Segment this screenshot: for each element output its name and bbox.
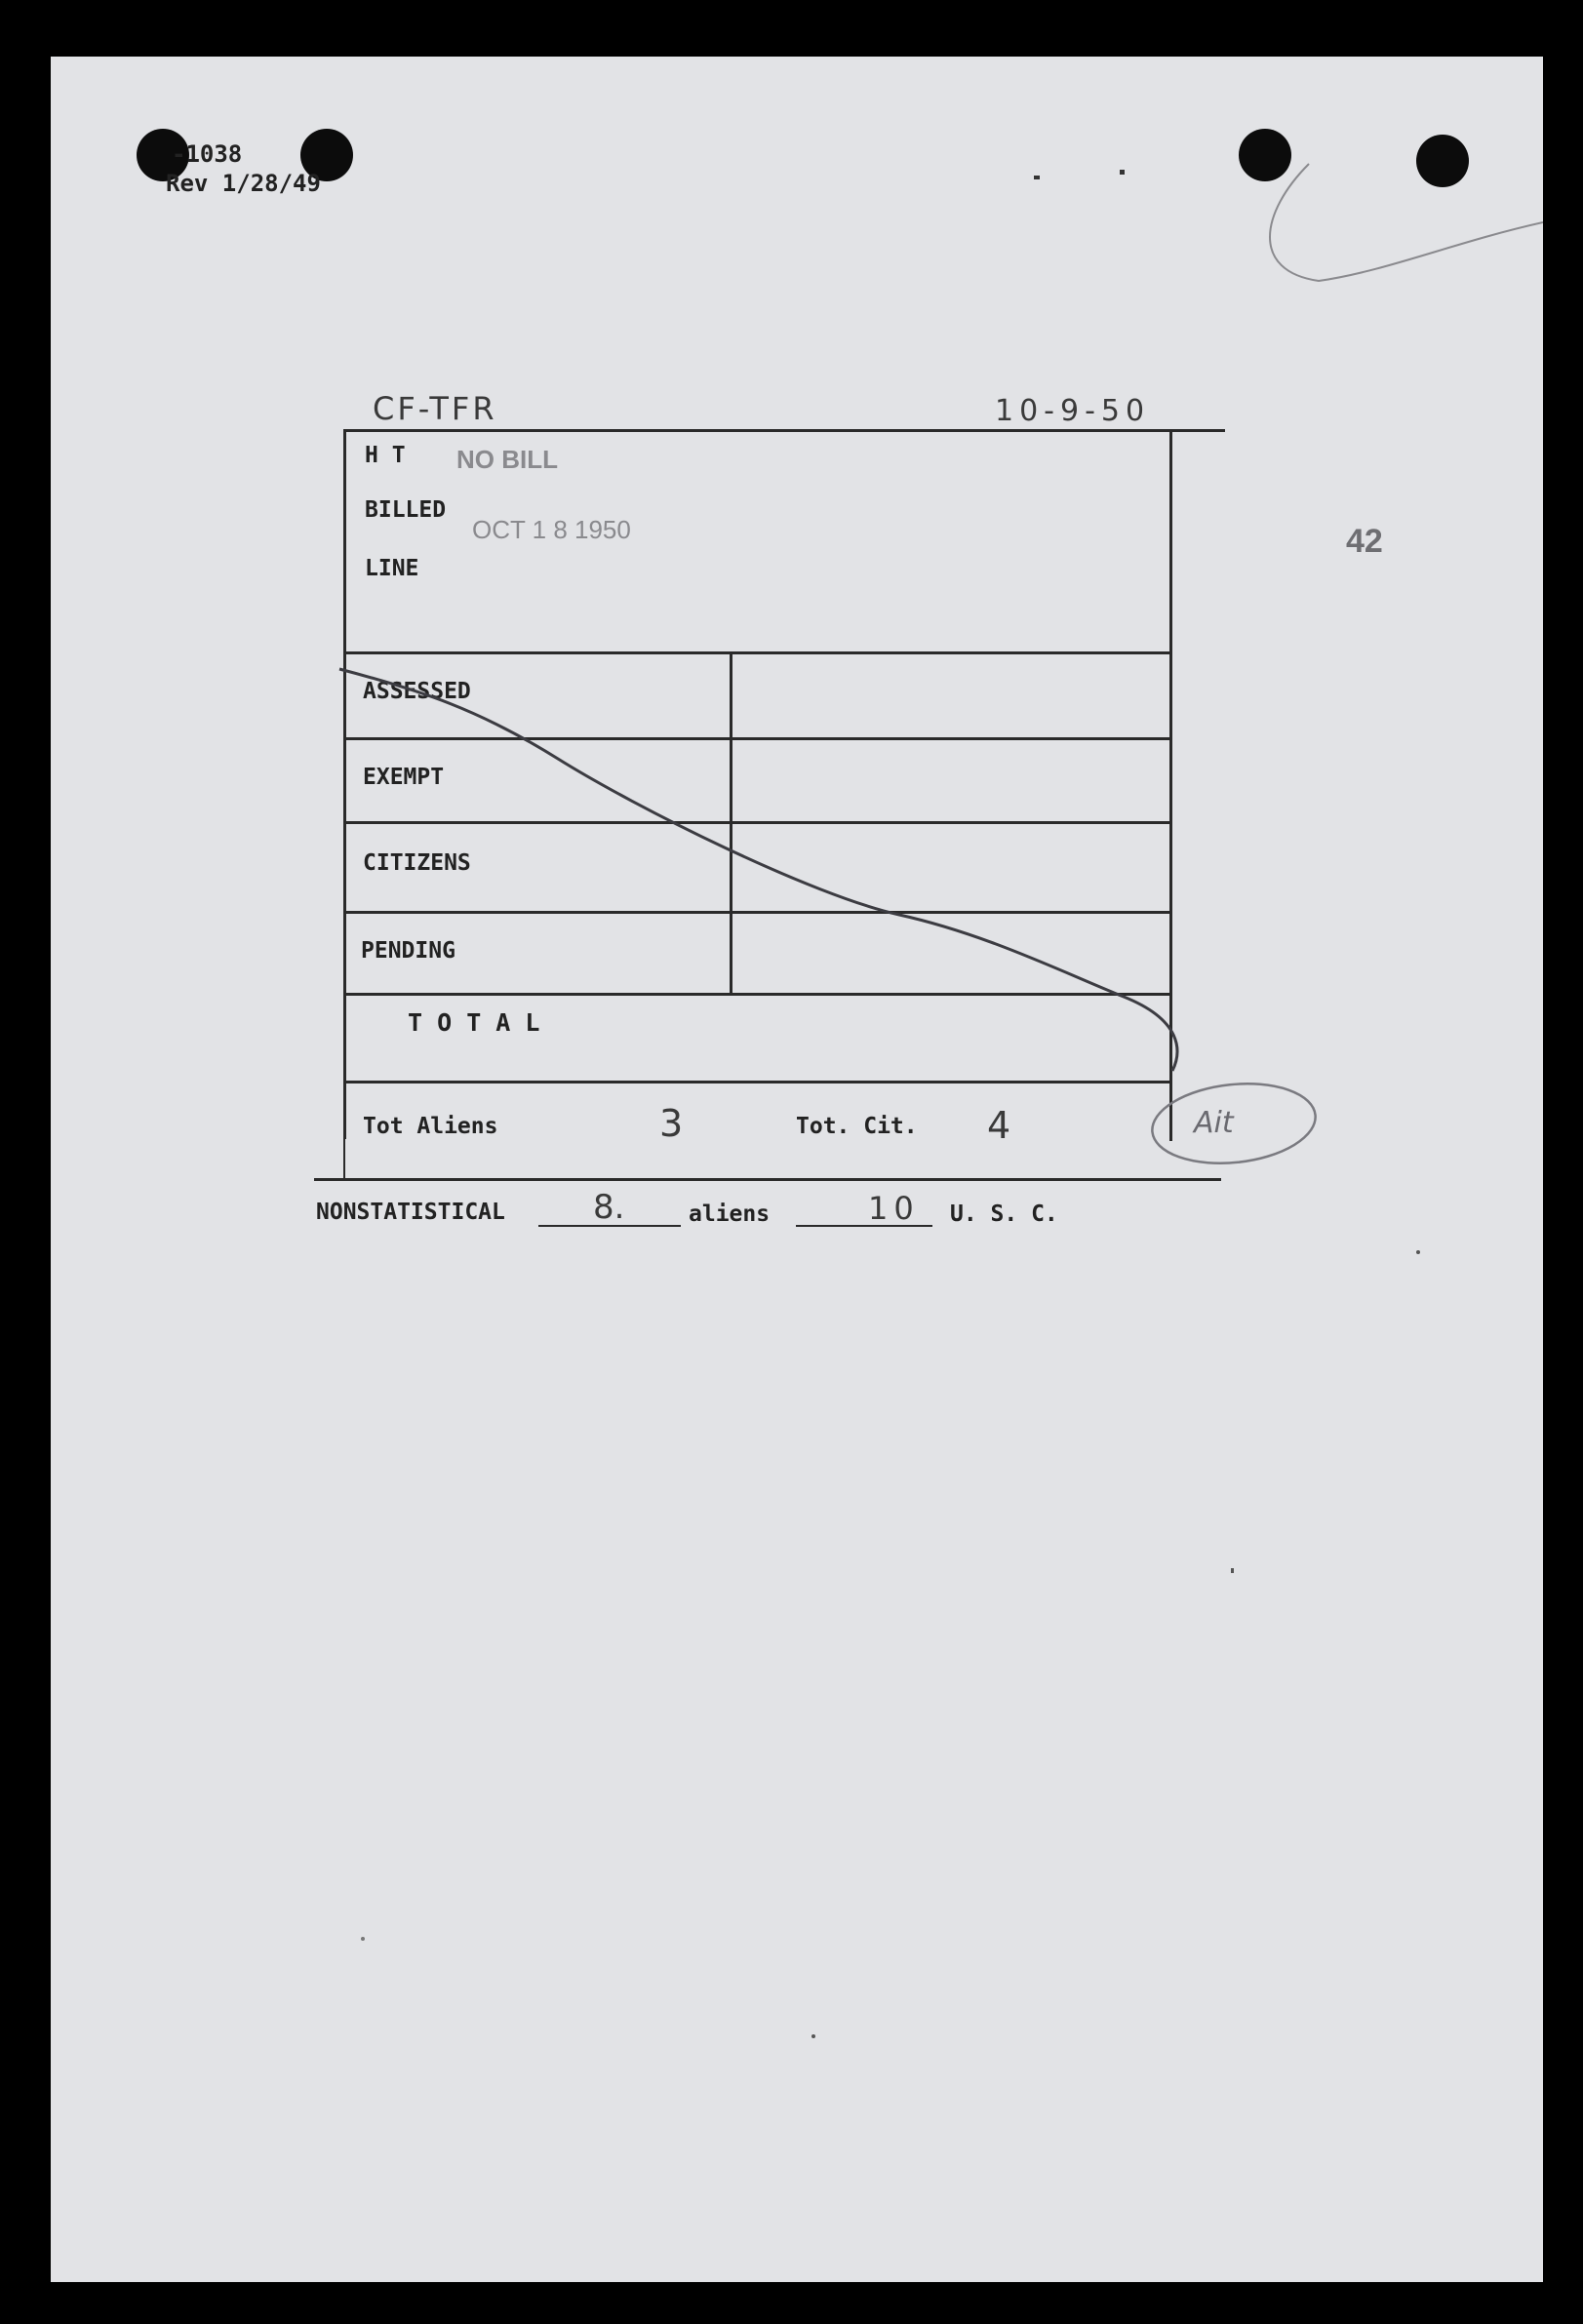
page-number: 42 xyxy=(1346,523,1383,560)
handwritten-date: 10-9-50 xyxy=(995,394,1151,428)
document-page xyxy=(51,57,1543,2282)
line-label: LINE xyxy=(365,556,419,581)
speck-4 xyxy=(811,2034,815,2038)
usc-label: U. S. C. xyxy=(950,1201,1058,1227)
form-number: -1038 xyxy=(172,140,243,168)
tot-aliens-value: 3 xyxy=(659,1102,684,1145)
initials: Ait xyxy=(1194,1106,1234,1140)
nonstatistical-label: NONSTATISTICAL xyxy=(316,1200,505,1225)
speck-3 xyxy=(361,1937,365,1941)
speck-2 xyxy=(1231,1568,1234,1573)
row-label-exempt: EXEMPT xyxy=(363,765,445,790)
row-label-assessed: ASSESSED xyxy=(363,679,471,704)
speck-1 xyxy=(1416,1250,1420,1254)
handwritten-header-left: CF-TFR xyxy=(373,390,497,427)
tot-cit-value: 4 xyxy=(987,1104,1011,1147)
nonstat-usc-value: 10 xyxy=(868,1190,920,1227)
diagonal-strike-line xyxy=(51,57,1543,1227)
tot-aliens-label: Tot Aliens xyxy=(363,1114,498,1139)
billed-date-stamp: OCT 1 8 1950 xyxy=(472,515,631,544)
no-bill-stamp: NO BILL xyxy=(456,445,558,474)
total-label: T O T A L xyxy=(408,1008,540,1037)
tot-cit-label: Tot. Cit. xyxy=(796,1114,918,1139)
billed-label: BILLED xyxy=(365,497,447,523)
row-label-citizens: CITIZENS xyxy=(363,850,471,876)
row-label-pending: PENDING xyxy=(361,938,455,964)
aliens-label: aliens xyxy=(689,1201,771,1227)
nonstat-aliens-value: 8. xyxy=(593,1188,625,1227)
form-revision: Rev 1/28/49 xyxy=(166,170,321,197)
initials-circle xyxy=(1141,1069,1326,1176)
ht-label: H T xyxy=(365,443,406,468)
